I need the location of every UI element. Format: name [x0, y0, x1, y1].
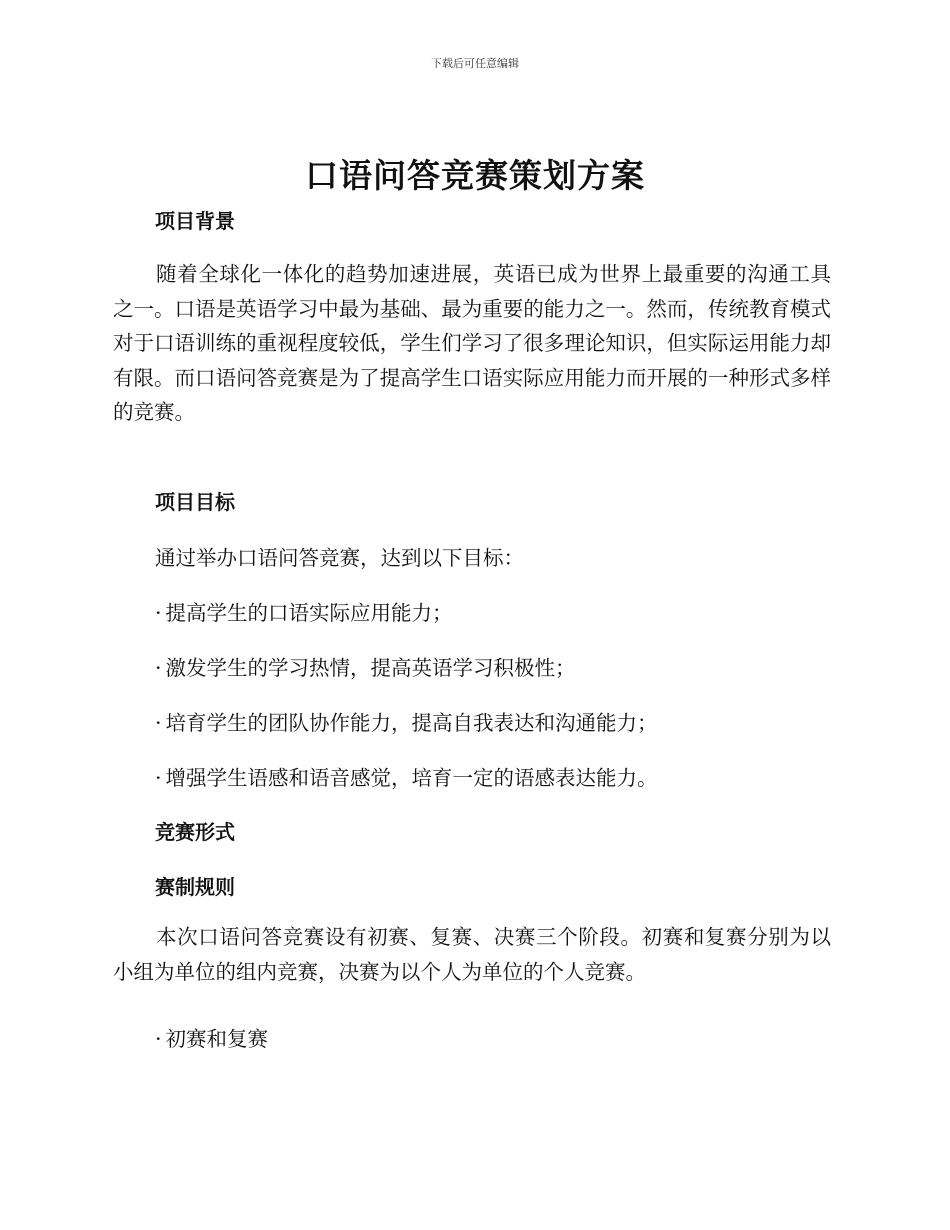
list-item — [155, 706, 658, 736]
rules-paragraph: 本次口语问答竞赛设有初赛、复赛、决赛三个阶段。初赛和复赛分别为以小组为单位的组内竞赛，决赛为以个人为单位的个人竞赛。 — [113, 925, 831, 984]
list-item — [155, 651, 576, 681]
goals-intro: 通过举办口语问答竞赛，达到以下目标： — [155, 546, 524, 570]
list-item — [155, 596, 453, 626]
list-item — [155, 761, 658, 791]
bullet-icon: · — [155, 601, 162, 625]
goal-item-text: 提高学生的口语实际应用能力； — [165, 601, 453, 625]
goal-item-text: 培育学生的团队协作能力，提高自我表达和沟通能力； — [165, 711, 658, 735]
bullet-icon: · — [155, 1027, 162, 1051]
list-item — [155, 1022, 268, 1052]
rules-item-text: 初赛和复赛 — [165, 1027, 269, 1051]
section-heading-format: 竞赛形式 — [155, 820, 235, 844]
section-heading-rules: 赛制规则 — [155, 875, 235, 899]
bullet-icon: · — [155, 656, 162, 680]
goal-item-text: 激发学生的学习热情，提高英语学习积极性； — [165, 656, 576, 680]
goal-item-text: 增强学生语感和语音感觉，培育一定的语感表达能力。 — [165, 766, 658, 790]
bullet-icon: · — [155, 711, 162, 735]
bullet-icon: · — [155, 766, 162, 790]
section-heading-goals: 项目目标 — [155, 490, 235, 514]
background-paragraph: 随着全球化一体化的趋势加速进展，英语已成为世界上最重要的沟通工具之一。口语是英语学习中最为基础、最为重要的能力之一。然而，传统教育模式对于口语训练的重视程度较低，学生们学习了很多理论知识，但实际运用能力却有限。而口语问答竞赛是为了提高学生口语实际应用能力而开展的一种形式多样的竞赛。 — [113, 262, 831, 424]
section-heading-background: 项目背景 — [155, 209, 235, 233]
header-note: 下载后可任意编辑 — [431, 57, 519, 70]
document-title: 口语问答竞赛策划方案 — [305, 156, 645, 195]
